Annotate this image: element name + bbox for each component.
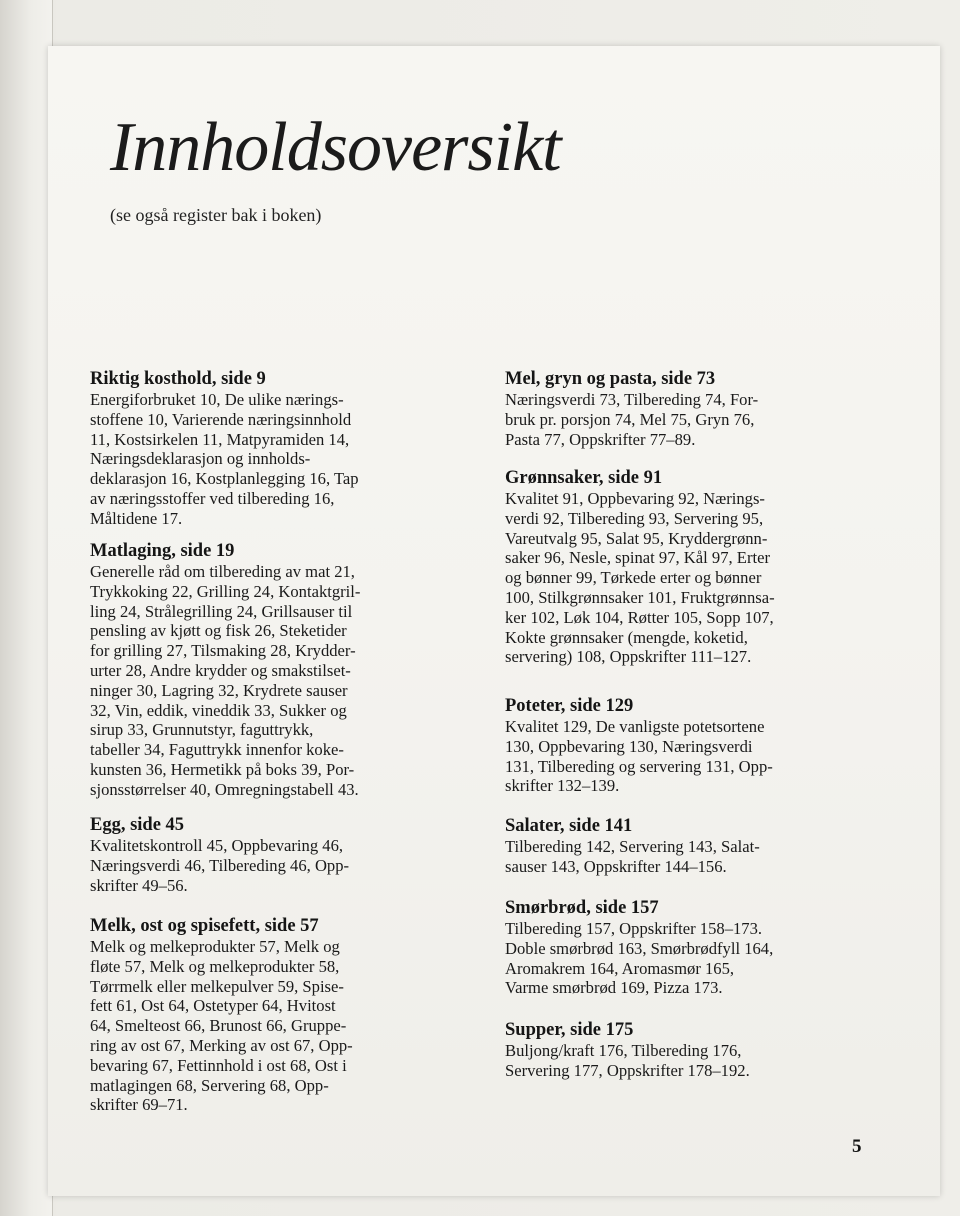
toc-entry-line: Generelle råd om tilbereding av mat 21,	[90, 562, 355, 581]
toc-section-entries	[505, 489, 865, 667]
toc-section-entries	[90, 390, 450, 529]
page-title: Innholdsoversikt	[110, 109, 561, 186]
toc-entry-line: sjonsstørrelser 40, Omregningstabell 43.	[90, 779, 359, 799]
toc-entry-line: 11, Kostsirkelen 11, Matpyramiden 14,	[90, 429, 350, 449]
toc-section	[90, 540, 450, 800]
left-page-edge	[0, 0, 53, 1216]
toc-entry-line: tabeller 34, Faguttrykk innenfor koke-	[90, 740, 344, 760]
toc-section-entries	[505, 390, 865, 449]
toc-entry-line: skrifter 69–71.	[90, 1095, 188, 1115]
toc-entry-line: skrifter 49–56.	[90, 875, 188, 895]
toc-section-entries	[90, 836, 450, 895]
toc-entry-line: Kvalitetskontroll 45, Oppbevaring 46,	[90, 836, 344, 855]
toc-entry-line: 32, Vin, eddik, vineddik 33, Sukker og	[90, 700, 347, 720]
toc-section-title: Egg, side 45	[90, 815, 185, 835]
toc-entry-line: Servering 177, Oppskrifter 178–192.	[505, 1060, 750, 1080]
toc-entry-line: sauser 143, Oppskrifter 144–156.	[505, 856, 727, 876]
toc-section-title: Salater, side 141	[505, 816, 633, 836]
toc-entry-line: saker 96, Nesle, spinat 97, Kål 97, Erter	[505, 548, 770, 568]
toc-entry-line: pensling av kjøtt og fisk 26, Steketider	[90, 621, 347, 641]
toc-section	[505, 815, 865, 877]
toc-entry-line: ring av ost 67, Merking av ost 67, Opp-	[90, 1035, 353, 1055]
toc-section-entries	[505, 919, 865, 998]
toc-entry-line: Tilbereding 142, Servering 143, Salat-	[505, 837, 760, 856]
toc-entry-line: Tørrmelk eller melkepulver 59, Spise-	[90, 976, 344, 996]
toc-entry-line: Vareutvalg 95, Salat 95, Kryddergrønn-	[505, 528, 768, 548]
toc-entry-line: matlagingen 68, Servering 68, Opp-	[90, 1075, 329, 1095]
toc-entry-line: og bønner 99, Tørkede erter og bønner	[505, 568, 762, 588]
toc-section-title: Poteter, side 129	[505, 696, 634, 716]
toc-entry-line: Næringsverdi 46, Tilbereding 46, Opp-	[90, 855, 350, 875]
toc-entry-line: Melk og melkeprodukter 57, Melk og	[90, 937, 340, 956]
page-subtitle: (se også register bak i boken)	[110, 205, 322, 225]
toc-section	[505, 695, 865, 796]
toc-section-title: Mel, gryn og pasta, side 73	[505, 369, 716, 389]
toc-entry-line: Buljong/kraft 176, Tilbereding 176,	[505, 1041, 742, 1060]
toc-section-title: Riktig kosthold, side 9	[90, 369, 266, 389]
toc-section-title: Matlaging, side 19	[90, 541, 235, 561]
toc-entry-line: kunsten 36, Hermetikk på boks 39, Por-	[90, 759, 355, 779]
toc-entry-line: Kokte grønnsaker (mengde, koketid,	[505, 627, 748, 647]
toc-entry-line: Kvalitet 129, De vanligste potetsortene	[505, 717, 765, 736]
toc-section-entries	[505, 717, 865, 796]
toc-entry-line: Trykkoking 22, Grilling 24, Kontaktgril-	[90, 581, 361, 601]
toc-entry-line: bruk pr. porsjon 74, Mel 75, Gryn 76,	[505, 409, 755, 429]
toc-entry-line: Varme smørbrød 169, Pizza 173.	[505, 978, 723, 998]
toc-section	[90, 915, 450, 1115]
toc-entry-line: av næringsstoffer ved tilbereding 16,	[90, 488, 335, 508]
toc-entry-line: ker 102, Løk 104, Røtter 105, Sopp 107,	[505, 607, 774, 627]
toc-section-title: Supper, side 175	[505, 1020, 634, 1040]
toc-entry-line: 130, Oppbevaring 130, Næringsverdi	[505, 736, 753, 756]
toc-entry-line: fløte 57, Melk og melkeprodukter 58,	[90, 956, 340, 976]
toc-entry-line: Doble smørbrød 163, Smørbrødfyll 164,	[505, 938, 774, 958]
toc-entry-line: ling 24, Strålegrilling 24, Grillsauser til	[90, 601, 353, 621]
page-number: 5	[852, 1136, 862, 1157]
toc-entry-line: Næringsdeklarasjon og innholds-	[90, 449, 311, 469]
toc-section	[505, 1019, 865, 1081]
toc-entry-line: for grilling 27, Tilsmaking 28, Krydder-	[90, 641, 356, 661]
toc-entry-line: servering) 108, Oppskrifter 111–127.	[505, 647, 752, 667]
toc-entry-line: stoffene 10, Varierende næringsinnhold	[90, 409, 352, 429]
toc-entry-line: fett 61, Ost 64, Ostetyper 64, Hvitost	[90, 996, 336, 1016]
toc-entry-line: bevaring 67, Fettinnhold i ost 68, Ost i	[90, 1055, 347, 1075]
toc-section	[505, 467, 865, 667]
toc-entry-line: 100, Stilkgrønnsaker 101, Fruktgrønnsa-	[505, 587, 775, 607]
toc-entry-line: urter 28, Andre krydder og smakstilset-	[90, 660, 351, 680]
toc-entry-line: Næringsverdi 73, Tilbereding 74, For-	[505, 390, 759, 409]
toc-entry-line: Pasta 77, Oppskrifter 77–89.	[505, 429, 696, 449]
toc-section-title: Melk, ost og spisefett, side 57	[90, 916, 319, 936]
toc-entry-line: verdi 92, Tilbereding 93, Servering 95,	[505, 508, 764, 528]
toc-entry-line: sirup 33, Grunnutstyr, faguttrykk,	[90, 720, 314, 740]
toc-entry-line: deklarasjon 16, Kostplanlegging 16, Tap	[90, 469, 359, 489]
toc-entry-line: ninger 30, Lagring 32, Krydrete sauser	[90, 680, 348, 700]
toc-section-entries	[505, 1041, 865, 1081]
toc-section	[505, 897, 865, 998]
toc-entry-line: Energiforbruket 10, De ulike nærings-	[90, 390, 344, 409]
toc-section-title: Smørbrød, side 157	[505, 898, 659, 918]
toc-section-entries	[505, 837, 865, 877]
toc-entry-line: Tilbereding 157, Oppskrifter 158–173.	[505, 919, 763, 938]
toc-section	[90, 368, 450, 529]
toc-entry-line: Aromakrem 164, Aromasmør 165,	[505, 958, 735, 978]
toc-section-entries	[90, 562, 450, 800]
toc-entry-line: Måltidene 17.	[90, 508, 183, 528]
toc-section	[90, 814, 450, 895]
toc-section-title: Grønnsaker, side 91	[505, 468, 663, 488]
toc-section-entries	[90, 937, 450, 1115]
toc-entry-line: skrifter 132–139.	[505, 776, 620, 796]
toc-section	[505, 368, 865, 449]
toc-entry-line: Kvalitet 91, Oppbevaring 92, Nærings-	[505, 489, 765, 508]
toc-entry-line: 64, Smelteost 66, Brunost 66, Gruppe-	[90, 1016, 347, 1036]
toc-entry-line: 131, Tilbereding og servering 131, Opp-	[505, 756, 773, 776]
